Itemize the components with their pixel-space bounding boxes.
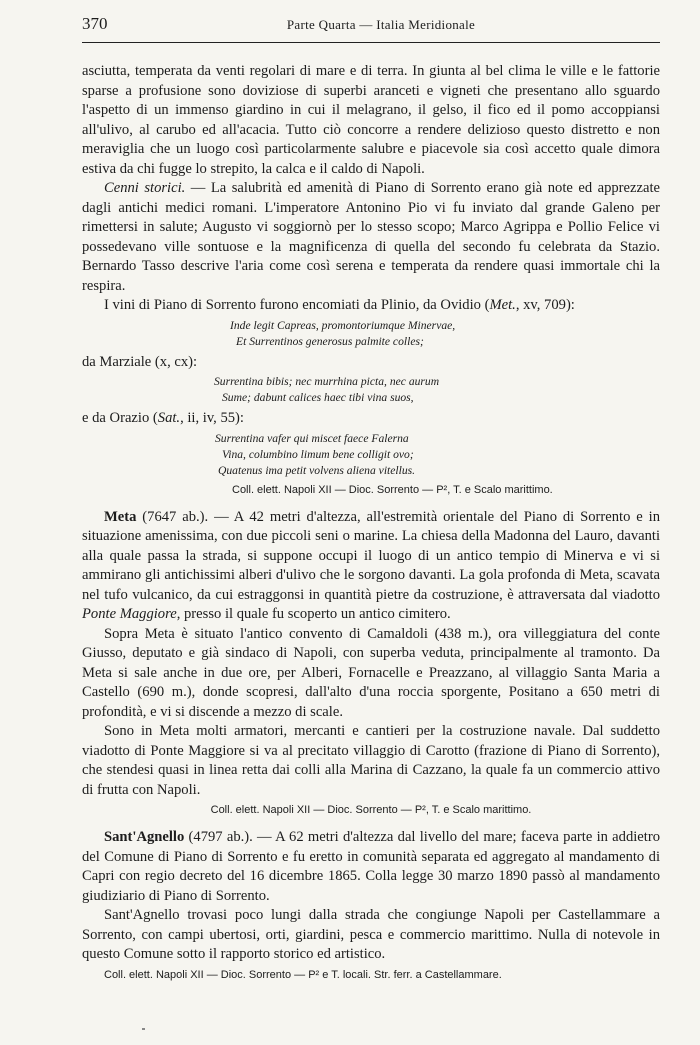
verse-line: Vina, columbino limum bene colligit ovo; (222, 447, 414, 461)
electoral-info-meta: Coll. elett. Napoli XII — Dioc. Sorrento — P², T. e Scalo marittimo. (210, 804, 532, 816)
running-title: Parte Quarta — Italia Meridionale (286, 17, 476, 32)
santagnello-paragraph-2: Sant'Agnello trovasi poco lungi dalla strada che congiunge Napoli per Castellammare a Sorrento, con campi ubertosi, orti, giardini, pesca e commercio marittimo. Nulla di notevole in questo Comune sotto il rapporto storico ed artistico. (82, 907, 660, 962)
meta-paragraph-2: Sopra Meta è situato l'antico convento di Camaldoli (438 m.), ora villeggiatura del conte Giusso, deputato e già sindaco di Napoli, con superba veduta, principalmente al tramonto. Da Meta si sale anche in due ore, per Alberi, Fornacelle e Preazzano, al villaggio Santa Maria a Castello (690 m.), donde scopresi, dall'alto d'una roccia sporgente, Positano a 650 metri di profondità, e vi si discende a mezzo di scale. (82, 625, 660, 720)
orazio-reference: Sat. (157, 410, 181, 426)
ovid-reference: Met. (489, 297, 516, 313)
meta-text-end: , presso il quale fu scoperto un antico cimitero. (176, 606, 451, 622)
entry-name-meta: Meta (104, 508, 137, 525)
verse-line: Surrentina bibis; nec murrhina picta, nec aurum (214, 375, 440, 388)
verse-line: Et Surrentinos generosus palmite colles; (236, 334, 424, 348)
history-text: — La salubrità ed amenità di Piano di Sorrento erano già note ed apprezzate dagli antichi medici romani. L'imperatore Antonino Pio vi fu inviato dal grande Galeno per rimettersi in salute; Augusto vi soggiornò per lo stesso scopo; Marco Agrippa e Pollio Felice vi possedevano ville sontuose e la magnificenza di quella del secondo fu celebrata da Stazio. Bernardo Tasso descrive l'aria come così serena e temperata da rendere quasi immortale chi la respira. (82, 180, 660, 294)
electoral-info-santagnello: Coll. elett. Napoli XII — Dioc. Sorrento — P² e T. locali. Str. ferr. a Castellammare. (104, 968, 502, 981)
santagnello-text: (4797 ab.). — A 62 metri d'altezza dal livello del mare; faceva parte in addietro del Comune di Piano di Sorrento e fu eretto in comunità separata ed aggregato al mandamento di Capri con regio decreto del 16 dicembre 1865. Colla legge 30 marzo 1890 passò al mandamento giudiziario di Piano di Sorrento. (82, 829, 660, 904)
intro-paragraph-wines (82, 296, 660, 316)
verse-ovid (82, 318, 660, 350)
verse-line: Surrentina vafer qui miscet faece Falerna (215, 431, 409, 445)
meta-paragraph-3: Sono in Meta molti armatori, mercanti e cantieri per la costruzione navale. Dal suddetto viadotto di Ponte Maggiore si va al precitato villaggio di Carotto (frazione di Piano di Sorrento), che stendesi quasi in linea retta dai colli alla Marina di Cazzano, la quale fa un commercio attivo di frutta con Napoli. (82, 723, 660, 798)
meta-text: (7647 ab.). — A 42 metri d'altezza, all'estremità orientale del Piano di Sorrento e in situazione amenissima, con due piccoli seni o marine. La chiesa della Madonna del Lauro, davanti alla quale passa la strada, si suppone occupi il luogo di un antico tempio di Minerva e vi si ammirano gli antichissimi alberi d'ulivo che le sorgono davanti. La gola profonda di Meta, scavata nel tufo vulcanico, da cui estraggonsi in quantità pietre da costruzione, è attraversata dal viadotto (82, 508, 660, 603)
wines-text: I vini di Piano di Sorrento furono encomiati da Plinio, da Ovidio ( (104, 297, 490, 313)
santagnello-paragraph-1 (82, 828, 660, 906)
orazio-citation: , ii, iv, 55): (180, 410, 244, 426)
electoral-info-piano: Coll. elett. Napoli XII — Dioc. Sorrento — P², T. e Scalo marittimo. (232, 483, 553, 496)
page-body (82, 62, 660, 993)
orazio-text: e da Orazio ( (82, 410, 158, 426)
verse-line: Sume; dabunt calices haec tibi vina suos, (222, 391, 414, 404)
header-rule (82, 42, 660, 43)
viadotto-name: Ponte Maggiore (82, 606, 177, 622)
page-header (82, 14, 660, 38)
stray-mark (142, 1028, 145, 1030)
orazio-line (82, 409, 660, 429)
section-label-cenni-storici: Cenni storici. (104, 180, 186, 196)
verse-marziale (82, 374, 660, 406)
verse-line: Quatenus ima petit volvens aliena vitellus. (218, 463, 416, 477)
page-number: 370 (82, 14, 108, 33)
verse-orazio (82, 431, 660, 479)
entry-name-santagnello: Sant'Agnello (104, 829, 185, 845)
ovid-citation: , xv, 709): (515, 297, 575, 313)
intro-paragraph-climate: asciutta, temperata da venti regolari di mare e di terra. In giunta al bel clima le ville e le fattorie sparse a profusione sono doviziose di superbi aranceti e vigneti che presentano allo sguardo l'aspetto di un immenso giardino in cui il melagrano, il gelso, il fico ed il pomo accoppiansi all'ulivo, al carubo ed all'acacia. Tutto ciò concorre a rendere delizioso questo distretto e non meraviglia che un luogo così particolarmente salubre e piacevole sia così accetto quale dimora estiva da chi fugge lo strepito, la calca e il caldo di Napoli. (82, 63, 660, 177)
meta-paragraph-1 (82, 508, 660, 625)
marziale-line: da Marziale (x, cx): (82, 353, 198, 370)
intro-paragraph-history (82, 179, 660, 296)
verse-line: Inde legit Capreas, promontoriumque Minervae, (230, 318, 456, 332)
